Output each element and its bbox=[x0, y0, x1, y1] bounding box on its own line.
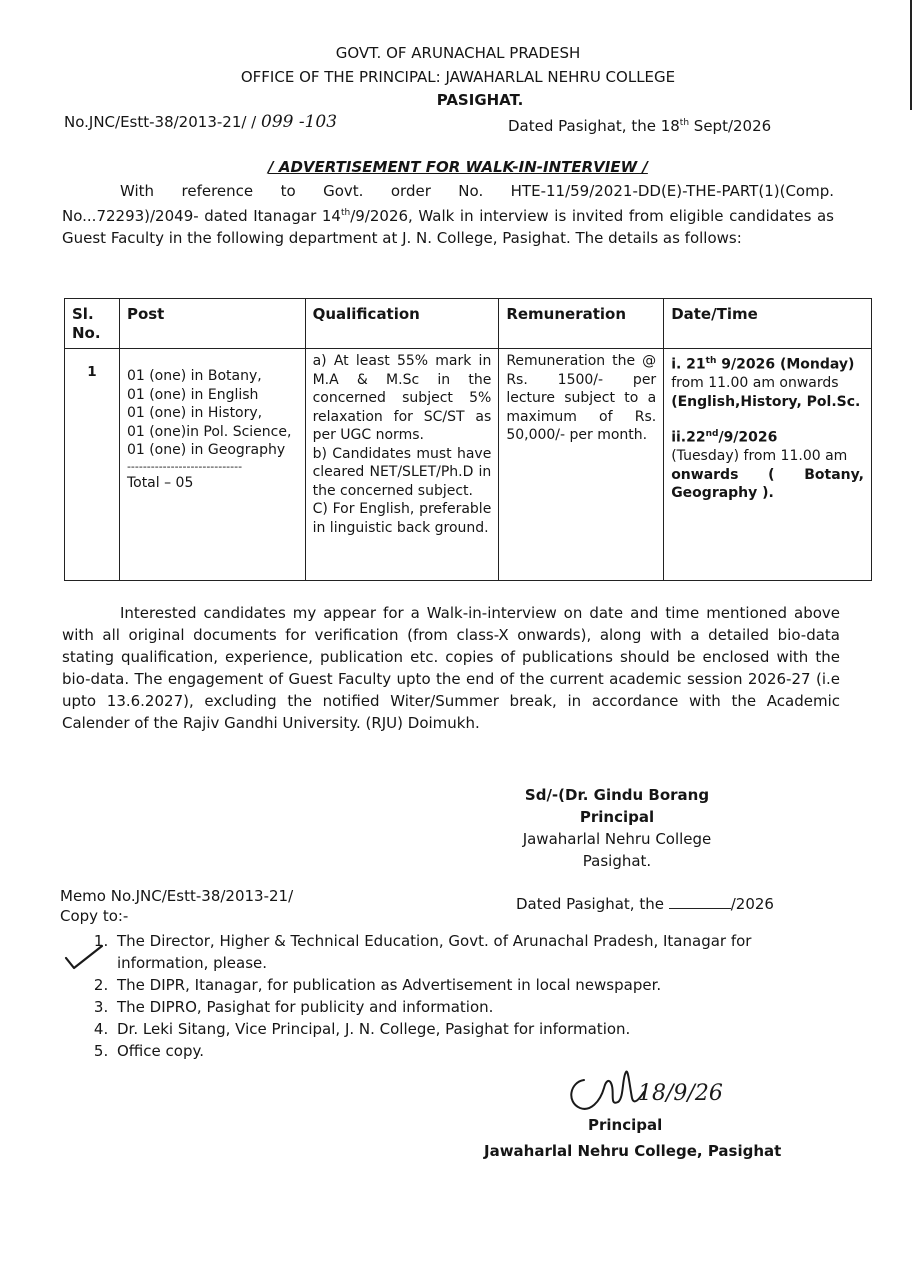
memo-date-suffix: /2026 bbox=[730, 895, 774, 913]
list-item: 5. Office copy. bbox=[113, 1040, 833, 1062]
date1-subjects: (English,History, Pol.Sc. bbox=[671, 393, 861, 410]
reference-number bbox=[64, 112, 337, 132]
qual-c: C) For English, preferable in linguistic back ground. bbox=[312, 501, 492, 536]
signature-block bbox=[512, 784, 722, 872]
header-remuneration: Remuneration bbox=[499, 299, 664, 349]
copy-to-label: Copy to:- bbox=[60, 907, 129, 925]
issue-date bbox=[508, 117, 771, 135]
post-divider: ----------------------------- bbox=[126, 459, 243, 473]
table-row bbox=[65, 349, 872, 581]
signatory-place: Pasighat. bbox=[582, 852, 652, 870]
date2-suffix: /9/2026 bbox=[718, 429, 778, 446]
intro-paragraph bbox=[62, 180, 834, 249]
list-item: 1. The Director, Higher & Technical Education, Govt. of Arunachal Pradesh, Itanagar for information, please. bbox=[113, 930, 833, 974]
handwritten-reference: 099 -103 bbox=[261, 112, 338, 132]
memo-date-prefix: Dated Pasighat, the bbox=[516, 895, 669, 913]
post-geography: 01 (one) in Geography bbox=[126, 442, 286, 458]
post-pol-science: 01 (one)in Pol. Science, bbox=[126, 423, 292, 440]
memo-number: Memo No.JNC/Estt-38/2013-21/ bbox=[60, 887, 294, 905]
qual-b: b) Candidates must have cleared NET/SLET/Ph.D in the concerned subject. bbox=[312, 445, 492, 499]
signatory-college: Jawaharlal Nehru College bbox=[522, 830, 712, 848]
document-title: / ADVERTISEMENT FOR WALK-IN-INTERVIEW / bbox=[268, 158, 648, 176]
header-sl: Sl. No. bbox=[65, 299, 120, 349]
final-signatory-college: Jawaharlal Nehru College, Pasighat bbox=[484, 1142, 782, 1160]
vacancy-table bbox=[64, 298, 872, 581]
qual-a: a) At least 55% mark in M.A & M.Sc in the concerned subject 5% relaxation for SC/ST as per UGC norms. bbox=[312, 353, 492, 443]
intro-part1: With reference to Govt. order No. HTE-11/59/2021-DD(E)-THE-PART(1)(Comp. No...72293)/2049- dated Itanagar 14 bbox=[62, 182, 834, 225]
memo-date-blank bbox=[669, 894, 731, 909]
copy-list bbox=[85, 930, 833, 1062]
header-post: Post bbox=[119, 299, 305, 349]
signatory-name: Sd/-(Dr. Gindu Borang bbox=[524, 786, 710, 804]
post-english: 01 (one) in English bbox=[126, 386, 259, 403]
cell-qualification bbox=[305, 349, 499, 581]
cell-sl: 1 bbox=[65, 349, 120, 581]
handwritten-date: 18/9/26 bbox=[638, 1081, 723, 1106]
list-item: 4. Dr. Leki Sitang, Vice Principal, J. N. College, Pasighat for information. bbox=[113, 1018, 833, 1040]
date2-time: (Tuesday) from 11.00 am bbox=[671, 448, 848, 465]
signatory-designation: Principal bbox=[579, 808, 655, 826]
list-item: 2. The DIPR, Itanagar, for publication as Advertisement in local newspaper. bbox=[113, 974, 833, 996]
date1-line bbox=[671, 352, 864, 374]
memo-date bbox=[516, 894, 774, 913]
list-item: 3. The DIPRO, Pasighat for publicity and information. bbox=[113, 996, 833, 1018]
header-datetime: Date/Time bbox=[664, 299, 872, 349]
issue-date-suffix: Sept/2026 bbox=[689, 117, 772, 135]
body-paragraph: Interested candidates my appear for a Walk-in-interview on date and time mentioned above with all original documents for verification (from class-X onwards), along with a detailed bio-data stating qualification, experience, publication etc. copies of publications should be enclosed with the bio-data. The engagement of Guest Faculty upto the end of the current academic session 2026-27 (i.e upto 13.6.2027), excluding the notified Witer/Summer break, in accordance with the Academic Calender of the Rajiv Gandhi University. (RJU) Doimukh. bbox=[62, 604, 840, 732]
header-place: PASIGHAT. bbox=[436, 91, 524, 109]
post-total: Total – 05 bbox=[126, 474, 194, 491]
issue-date-sup: th bbox=[679, 118, 690, 128]
intro-sup: th bbox=[340, 208, 351, 218]
cell-posts bbox=[119, 349, 305, 581]
post-botany: 01 (one) in Botany, bbox=[126, 368, 262, 384]
header-govt: GOVT. OF ARUNACHAL PRADESH bbox=[335, 44, 581, 62]
cell-datetime bbox=[664, 349, 872, 581]
date2-prefix: ii.22 bbox=[671, 429, 706, 446]
table-header-row bbox=[65, 299, 872, 349]
date1-sup: th bbox=[705, 356, 717, 366]
memo-block bbox=[60, 886, 293, 926]
post-history: 01 (one) in History, bbox=[126, 405, 263, 421]
final-signatory-title: Principal bbox=[588, 1116, 663, 1134]
date1-prefix: i. 21 bbox=[671, 356, 706, 373]
date1-suffix: 9/2026 (Monday) bbox=[716, 356, 855, 373]
date2-subjects: onwards ( Botany, Geography ). bbox=[671, 466, 864, 502]
reference-number-text: No.JNC/Estt-38/2013-21/ / bbox=[64, 113, 261, 131]
cell-remuneration: Remuneration the @ Rs. 1500/- per lecture subject to a maximum of Rs. 50,000/- per month. bbox=[499, 349, 664, 581]
date2-line bbox=[671, 425, 864, 447]
intro-part2: /9/2026, Walk in interview is invited from eligible candidates as Guest Faculty in the following department at J. N. College, Pasighat. The details as follows: bbox=[62, 207, 834, 247]
header-office: OFFICE OF THE PRINCIPAL: JAWAHARLAL NEHRU COLLEGE bbox=[240, 68, 676, 86]
header-qualification: Qualification bbox=[305, 299, 499, 349]
date1-time: from 11.00 am onwards bbox=[671, 375, 839, 392]
date2-sup: nd bbox=[705, 429, 719, 440]
issue-date-prefix: Dated Pasighat, the 18 bbox=[508, 117, 680, 135]
